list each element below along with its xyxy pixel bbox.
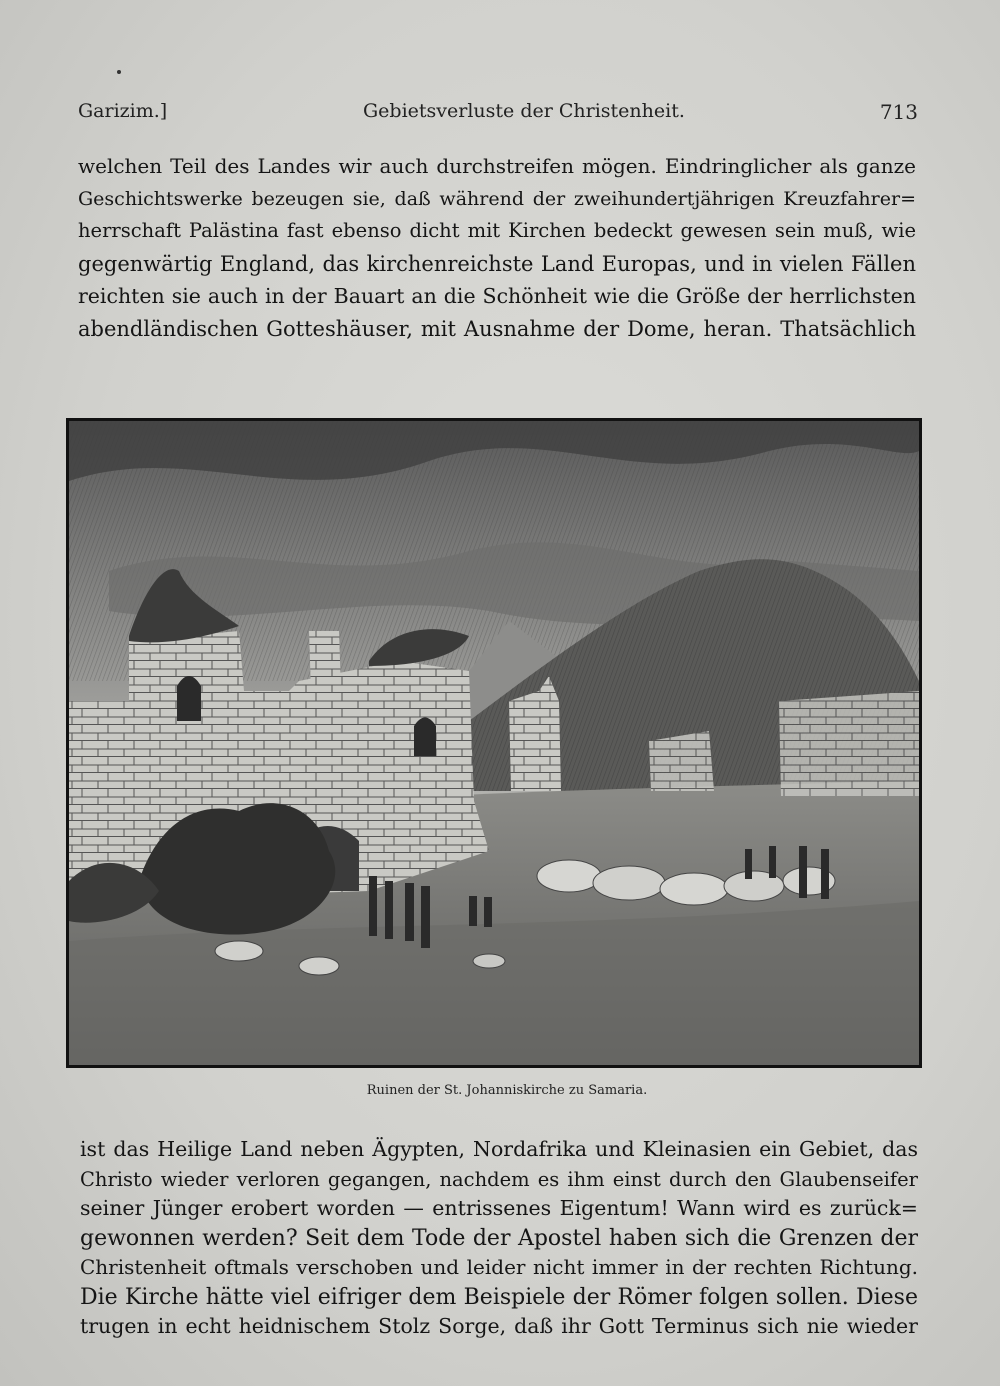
fallen-stone xyxy=(215,941,263,961)
ruins-engraving xyxy=(69,421,919,1065)
far-right-ruin xyxy=(779,691,919,796)
running-head xyxy=(78,100,918,130)
text-line: gegenwärtig England, das kirchenreichste Land Europas, und in vielen Fällen xyxy=(78,251,916,276)
fallen-stone xyxy=(537,860,601,892)
fallen-stone xyxy=(473,954,505,968)
fallen-stone xyxy=(660,873,728,905)
fallen-stone xyxy=(299,957,339,975)
text-line: Geschichtswerke bezeugen sie, daß während der zweihundertjährigen Kreuzfahrer= xyxy=(78,187,916,210)
figure-caption xyxy=(0,1083,1000,1098)
caption-text: Ruinen der St. Johanniskirche zu Samaria. xyxy=(366,1083,648,1098)
running-head-left: Garizim.] xyxy=(78,100,168,122)
figure-person xyxy=(421,886,430,948)
text-line: seiner Jünger erobert worden — entrissenes Eigentum! Wann wird es zurück= xyxy=(80,1196,918,1220)
text-line: trugen in echt heidnischem Stolz Sorge, daß ihr Gott Terminus sich nie wieder xyxy=(80,1314,918,1338)
text-line: Die Kirche hätte viel eifriger dem Beispiele der Römer folgen sollen. Diese xyxy=(80,1284,918,1310)
ruin-pillar xyxy=(309,631,341,691)
arched-window xyxy=(414,718,436,757)
text-line: gewonnen werden? Seit dem Tode der Apostel haben sich die Grenzen der xyxy=(80,1225,918,1251)
figure-person xyxy=(821,849,829,899)
small-ruin xyxy=(649,731,714,791)
text-line: reichten sie auch in der Bauart an die Schönheit wie die Größe der herrlichsten xyxy=(78,284,916,308)
ink-speck xyxy=(117,70,121,74)
arched-window xyxy=(177,676,201,721)
paragraph-before-figure xyxy=(78,150,916,345)
text-line: abendländischen Gotteshäuser, mit Ausnahme der Dome, heran. Thatsächlich xyxy=(78,316,916,341)
fallen-stone xyxy=(593,866,665,900)
figure-person xyxy=(405,883,414,941)
figure-person xyxy=(385,881,393,939)
figure-person xyxy=(369,876,377,936)
page-number: 713 xyxy=(879,100,918,124)
running-head-title: Gebietsverluste der Christenheit. xyxy=(363,100,685,122)
figure-person xyxy=(484,897,492,927)
figure-person xyxy=(469,896,477,926)
engraving-illustration xyxy=(66,418,922,1068)
text-line: herrschaft Palästina fast ebenso dicht mit Kirchen bedeckt gewesen sein muß, wie xyxy=(78,219,916,242)
figure-person xyxy=(745,849,752,879)
text-line: ist das Heilige Land neben Ägypten, Nordafrika und Kleinasien ein Gebiet, das xyxy=(80,1137,918,1161)
figure-person xyxy=(769,846,776,878)
figure-person xyxy=(799,846,807,898)
text-line: welchen Teil des Landes wir auch durchstreifen mögen. Eindringlicher als ganze xyxy=(78,154,916,178)
text-line: Christo wieder verloren gegangen, nachdem es ihm einst durch den Glaubenseifer xyxy=(80,1167,918,1191)
text-line: Christenheit oftmals verschoben und leider nicht immer in der rechten Richtung. xyxy=(80,1255,918,1279)
paragraph-after-figure xyxy=(80,1135,918,1342)
